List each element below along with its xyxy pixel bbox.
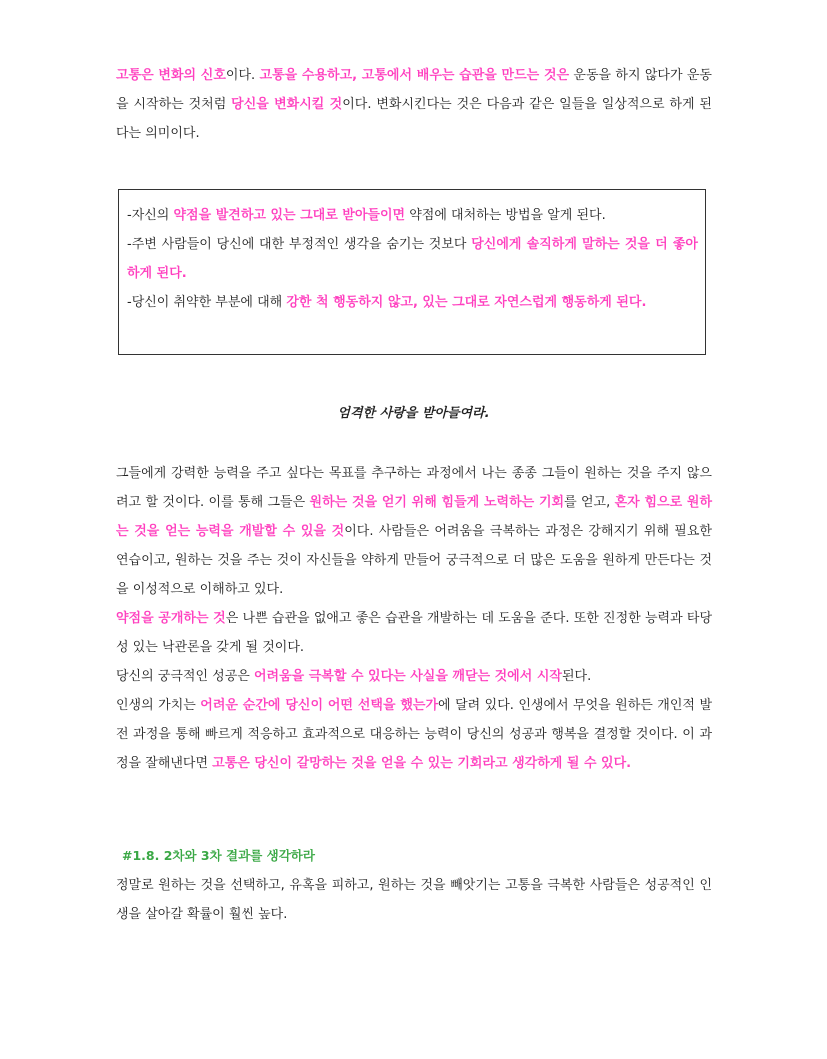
highlighted-text: 원하는 것을 얻기 위해 힘들게 노력하는 기회 <box>309 495 565 510</box>
text-run: 에 달려 있다. 인생에서 무엇을 원하든 개인적 발전 과정을 통해 빠르게 적응하고 효과적으로 대응하는 능력이 당신의 성공과 행복을 결정할 것이다. 이 과정을 잘해낸다면 <box>116 698 712 771</box>
highlighted-text: 고통은 변화의 신호 <box>116 68 226 83</box>
highlighted-text: 당신을 변화시킬 것 <box>231 97 343 112</box>
text-run: 약점에 대처하는 방법을 알게 된다. <box>405 208 606 223</box>
text-run: 운동을 하지 않다가 운동을 시작하는 것처럼 <box>116 68 712 112</box>
highlighted-text: 고통을 수용하고, 고통에서 배우는 습관을 만드는 것은 <box>259 68 570 83</box>
highlighted-text: 강한 척 행동하지 않고, 있는 그대로 자연스럽게 행동하게 된다. <box>286 295 647 310</box>
highlighted-text: 고통은 당신이 갈망하는 것을 얻을 수 있는 기회라고 생각하게 될 수 있다. <box>212 756 632 771</box>
highlighted-text: 약점을 발견하고 있는 그대로 받아들이면 <box>173 208 406 223</box>
highlighted-text: 혼자 힘으로 원하는 것을 얻는 능력을 개발할 수 있을 것 <box>116 495 713 539</box>
callout-item <box>127 230 698 288</box>
text-run: 된다. <box>561 669 592 684</box>
callout-item <box>127 201 698 230</box>
callout-item <box>127 288 698 317</box>
section-paragraph: 정말로 원하는 것을 선택하고, 유혹을 피하고, 원하는 것을 빼앗기는 고통을 극복한 사람들은 성공적인 인생을 살아갈 확률이 훨씬 높다. <box>116 878 712 922</box>
section-subtitle: 엄격한 사랑을 받아들여라. <box>337 406 490 421</box>
highlighted-text: 어려움을 극복할 수 있다는 사실을 깨닫는 것에서 시작 <box>253 669 562 684</box>
text-run: 를 얻고, <box>564 495 615 510</box>
highlighted-text: 당신에게 솔직하게 말하는 것을 더 좋아하게 된다. <box>127 237 698 281</box>
highlighted-text: 약점을 공개하는 것 <box>116 611 226 626</box>
body-paragraph <box>116 459 712 604</box>
text-run: -주변 사람들이 당신에 대한 부정적인 생각을 숨기는 것보다 <box>127 237 472 252</box>
body-paragraph <box>116 691 712 778</box>
text-run: 그들에게 강력한 능력을 주고 싶다는 목표를 추구하는 과정에서 나는 종종 그들이 원하는 것을 주지 않으려고 할 것이다. 이를 통해 그들은 <box>116 466 712 510</box>
highlighted-text: 어려운 순간에 당신이 어떤 선택을 했는가 <box>200 698 439 713</box>
text-run: 당신의 궁극적인 성공은 <box>116 669 254 684</box>
body-paragraph <box>116 662 712 691</box>
text-run: 이다. 사람들은 어려움을 극복하는 과정은 강해지기 위해 필요한 연습이고, 원하는 것을 주는 것이 자신들을 약하게 만들어 궁극적으로 더 많은 도움을 원하게 만든다는 것을 이성적으로 이해하고 있다. <box>116 524 712 597</box>
callout-box <box>118 189 706 355</box>
text-run: 인생의 가치는 <box>116 698 201 713</box>
body-paragraph <box>116 604 712 662</box>
text-run: 이다. 변화시킨다는 것은 다음과 같은 일들을 일상적으로 하게 된다는 의미이다. <box>116 97 712 141</box>
section-heading: #1.8. 2차와 3차 결과를 생각하라 <box>122 848 315 863</box>
text-run: 은 나쁜 습관을 없애고 좋은 습관을 개발하는 데 도움을 준다. 또한 진정한 능력과 타당성 있는 낙관론을 갖게 될 것이다. <box>116 611 712 655</box>
intro-paragraph <box>116 61 712 148</box>
text-run: -당신이 취약한 부분에 대해 <box>127 295 287 310</box>
text-run: -자신의 <box>127 208 174 223</box>
text-run: 이다. <box>225 68 260 83</box>
